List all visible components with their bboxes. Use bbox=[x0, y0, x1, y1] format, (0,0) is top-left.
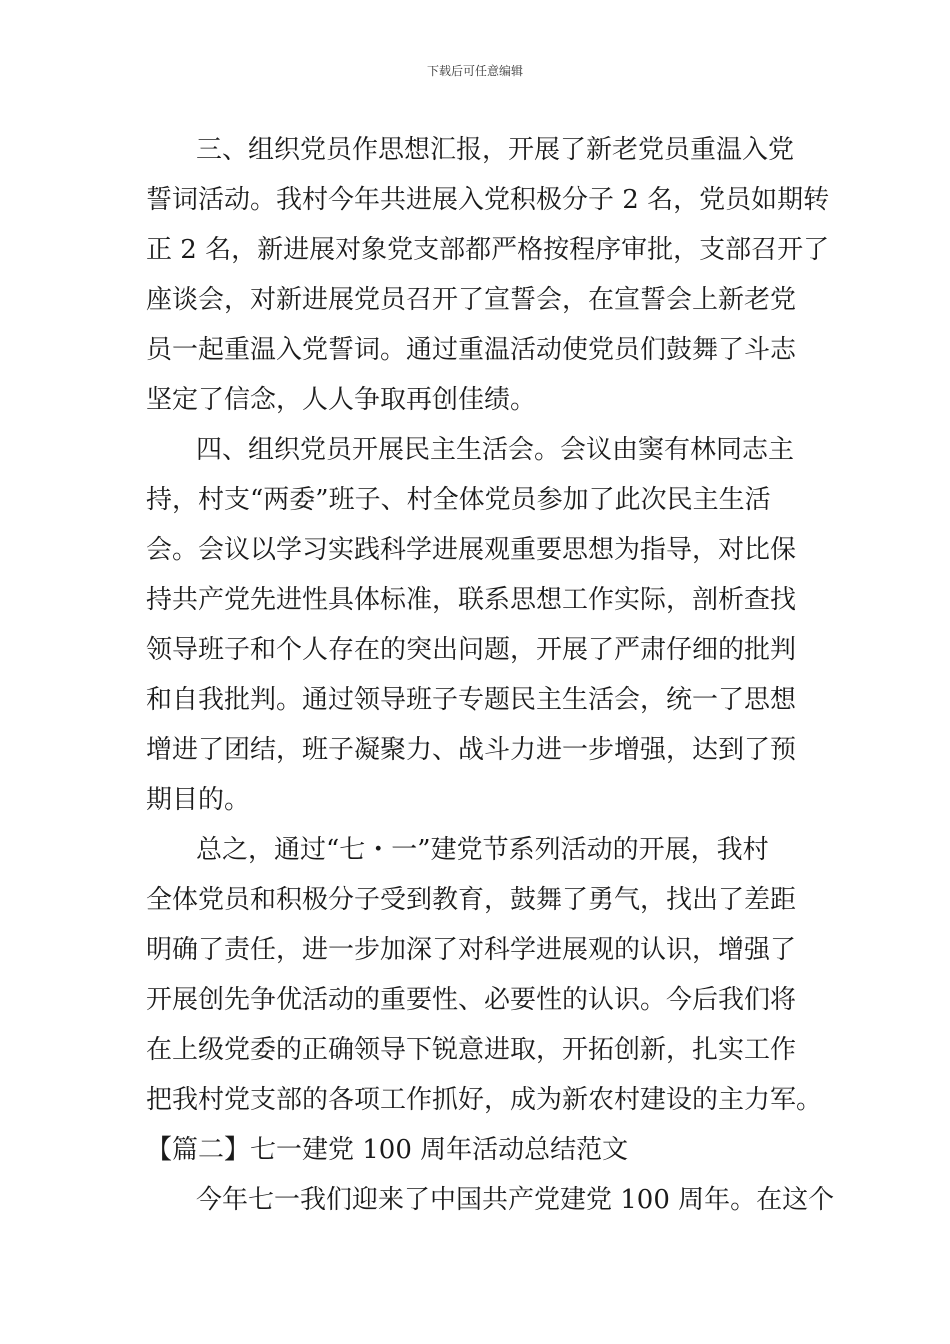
page-header: 下载后可任意编辑 bbox=[426, 64, 523, 78]
summary-line-3: 明确了责任，进一步加深了对科学进展观的认识，增强了 bbox=[146, 935, 797, 965]
paragraph-3-line-3: 正 2 名，新进展对象党支部都严格按程序审批，支部召开了 bbox=[146, 235, 830, 265]
paragraph-4-line-4: 持共产党先进性具体标准，联系思想工作实际，剖析查找 bbox=[146, 585, 797, 615]
summary-line-6: 把我村党支部的各项工作抓好，成为新农村建设的主力军。 bbox=[146, 1085, 823, 1115]
paragraph-3-line-5: 员一起重温入党誓词。通过重温活动使党员们鼓舞了斗志 bbox=[146, 335, 797, 365]
paragraph-4-line-3: 会。会议以学习实践科学进展观重要思想为指导，对比保 bbox=[146, 535, 797, 565]
summary-line-1: 总之，通过“七・一”建党节系列活动的开展，我村 bbox=[196, 835, 769, 865]
paragraph-4-line-2: 持，村支“两委”班子、村全体党员参加了此次民主生活 bbox=[146, 485, 771, 515]
paragraph-4-line-8: 期目的。 bbox=[146, 785, 251, 815]
section-heading: 【篇二】七一建党 100 周年活动总结范文 bbox=[146, 1135, 629, 1165]
summary-line-5: 在上级党委的正确领导下锐意进取，开拓创新，扎实工作 bbox=[146, 1035, 797, 1065]
section-2-line-1: 今年七一我们迎来了中国共产党建党 100 周年。在这个 bbox=[196, 1185, 835, 1215]
paragraph-4-line-7: 增进了团结，班子凝聚力、战斗力进一步增强，达到了预 bbox=[146, 735, 797, 765]
paragraph-3-line-6: 坚定了信念，人人争取再创佳绩。 bbox=[146, 385, 537, 415]
paragraph-3-line-2: 誓词活动。我村今年共进展入党积极分子 2 名，党员如期转 bbox=[146, 185, 830, 215]
summary-line-4: 开展创先争优活动的重要性、必要性的认识。今后我们将 bbox=[146, 985, 797, 1015]
paragraph-3-line-4: 座谈会，对新进展党员召开了宣誓会，在宣誓会上新老党 bbox=[146, 285, 797, 315]
paragraph-4-line-6: 和自我批判。通过领导班子专题民主生活会，统一了思想 bbox=[146, 685, 797, 715]
paragraph-4-line-1: 四、组织党员开展民主生活会。会议由窦有林同志主 bbox=[196, 435, 795, 465]
paragraph-3-line-1: 三、组织党员作思想汇报，开展了新老党员重温入党 bbox=[196, 135, 795, 165]
summary-line-2: 全体党员和积极分子受到教育，鼓舞了勇气，找出了差距 bbox=[146, 885, 797, 915]
paragraph-4-line-5: 领导班子和个人存在的突出问题，开展了严肃仔细的批判 bbox=[146, 635, 797, 665]
